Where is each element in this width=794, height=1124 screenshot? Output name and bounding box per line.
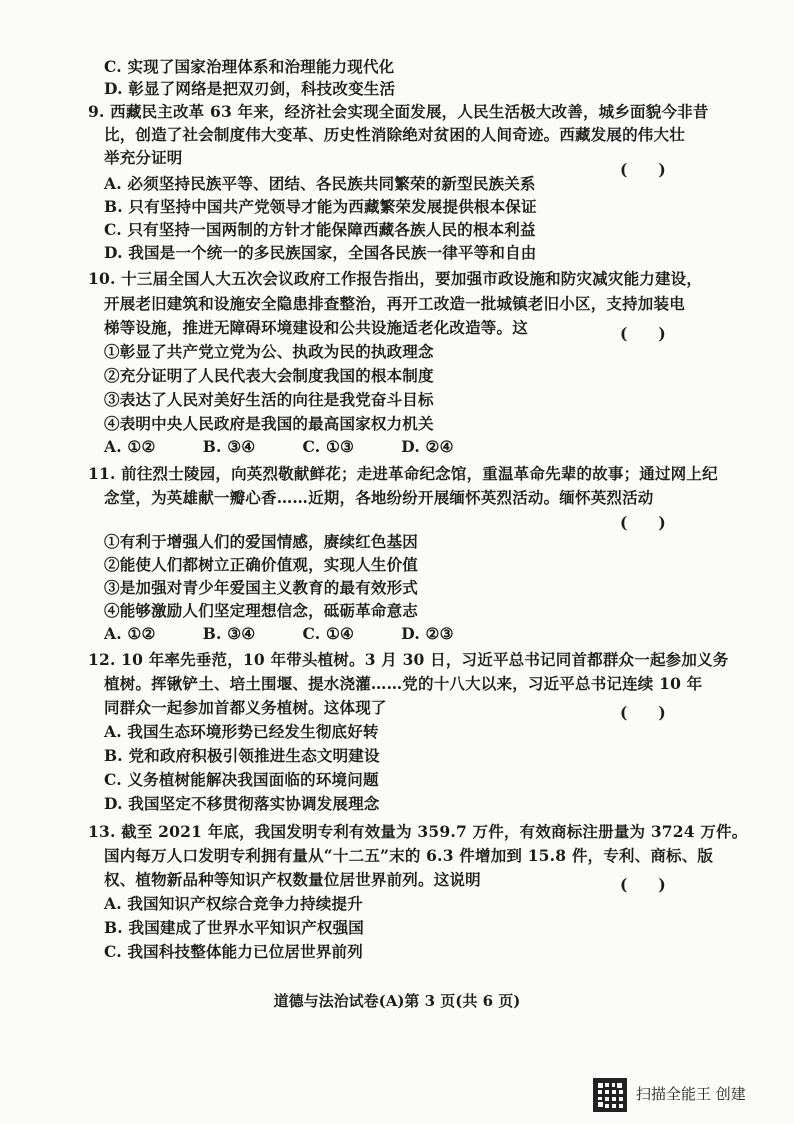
q10-statement-3: ③表达了人民对美好生活的向往是我党奋斗目标 [104, 390, 434, 409]
q11-statement-2: ②能使人们都树立正确价值观，实现人生价值 [104, 555, 419, 574]
q10-statement-1: ①彰显了共产党立党为公、执政为民的执政理念 [104, 342, 434, 361]
q10-stem-line1: 10. 十三届全国人大五次会议政府工作报告指出，要加强市政设施和防灾减灾能力建设， [88, 269, 703, 288]
q9-answer-paren: ( ) [620, 160, 666, 179]
q12-option-c: C. 义务植树能解决我国面临的环境问题 [104, 770, 379, 789]
q9-stem-line2: 比，创造了社会制度伟大变革、历史性消除绝对贫困的人间奇迹。西藏发展的伟大壮 [104, 125, 685, 144]
qr-code-icon [593, 1078, 627, 1112]
q10-stem-line3: 梯等设施，推进无障碍环境建设和公共设施适老化改造等。这 [104, 318, 528, 337]
q13-option-c: C. 我国科技整体能力已位居世界前列 [104, 942, 363, 961]
q10-options: A. ①② B. ③④ C. ①③ D. ②④ [104, 437, 454, 456]
q13-stem-line1: 13. 截至 2021 年底，我国发明专利有效量为 359.7 万件，有效商标注册量为 3724 万件。 [88, 822, 748, 841]
q9-option-b: B. 只有坚持中国共产党领导才能为西藏繁荣发展提供根本保证 [104, 197, 537, 216]
scanner-watermark: 扫描全能王 创建 [636, 1085, 746, 1103]
q12-answer-paren: ( ) [620, 703, 666, 722]
q10-stem-line2: 开展老旧建筑和设施安全隐患排查整治，再开工改造一批城镇老旧小区，支持加装电 [104, 294, 685, 313]
q9-stem-line1: 9. 西藏民主改革 63 年来，经济社会实现全面发展，人民生活极大改善，城乡面貌今非昔 [88, 102, 709, 121]
q8-option-c: C. 实现了国家治理体系和治理能力现代化 [104, 57, 395, 76]
page-footer: 道德与法治试卷(A)第 3 页(共 6 页) [273, 992, 521, 1010]
q12-stem-line3: 同群众一起参加首都义务植树。这体现了 [104, 698, 387, 717]
q11-statement-3: ③是加强对青少年爱国主义教育的最有效形式 [104, 578, 419, 597]
q11-stem-line1: 11. 前往烈士陵园，向英烈敬献鲜花；走进革命纪念馆，重温革命先辈的故事；通过网上纪 [88, 464, 718, 483]
q9-option-c: C. 只有坚持一国两制的方针才能保障西藏各族人民的根本利益 [104, 220, 536, 239]
q13-stem-line2: 国内每万人口发明专利拥有量从“十二五”末的 6.3 件增加到 15.8 件，专利、商标、版 [104, 846, 714, 865]
q10-statement-2: ②充分证明了人民代表大会制度我国的根本制度 [104, 366, 434, 385]
q13-option-b: B. 我国建成了世界水平知识产权强国 [104, 918, 364, 937]
q9-stem-line3: 举充分证明 [104, 148, 183, 167]
q11-statement-4: ④能够激励人们坚定理想信念，砥砺革命意志 [104, 601, 419, 620]
q10-answer-paren: ( ) [620, 324, 666, 343]
q12-option-a: A. 我国生态环境形势已经发生彻底好转 [104, 722, 379, 741]
q11-stem-line2: 念堂，为英雄献一瓣心香……近期，各地纷纷开展缅怀英烈活动。缅怀英烈活动 [104, 488, 654, 507]
q13-answer-paren: ( ) [620, 875, 666, 894]
q12-stem-line2: 植树。挥锹铲土、培土围堰、提水浇灌……党的十八大以来，习近平总书记连续 10 年 [104, 674, 703, 693]
q12-stem-line1: 12. 10 年率先垂范，10 年带头植树。3 月 30 日，习近平总书记同首都群众一起参加义务 [88, 650, 729, 669]
q13-stem-line3: 权、植物新品种等知识产权数量位居世界前列。这说明 [104, 870, 481, 889]
q11-options: A. ①② B. ③④ C. ①④ D. ②③ [104, 624, 454, 643]
q12-option-d: D. 我国坚定不移贯彻落实协调发展理念 [104, 794, 380, 813]
q9-option-d: D. 我国是一个统一的多民族国家，全国各民族一律平等和自由 [104, 243, 537, 262]
q12-option-b: B. 党和政府积极引领推进生态文明建设 [104, 746, 380, 765]
q11-answer-paren: ( ) [620, 513, 666, 532]
q9-option-a: A. 必须坚持民族平等、团结、各民族共同繁荣的新型民族关系 [104, 174, 536, 193]
q8-option-d: D. 彰显了网络是把双刃剑，科技改变生活 [104, 79, 396, 98]
q13-option-a: A. 我国知识产权综合竞争力持续提升 [104, 894, 363, 913]
q10-statement-4: ④表明中央人民政府是我国的最高国家权力机关 [104, 414, 434, 433]
q11-statement-1: ①有利于增强人们的爱国情感，赓续红色基因 [104, 532, 419, 551]
